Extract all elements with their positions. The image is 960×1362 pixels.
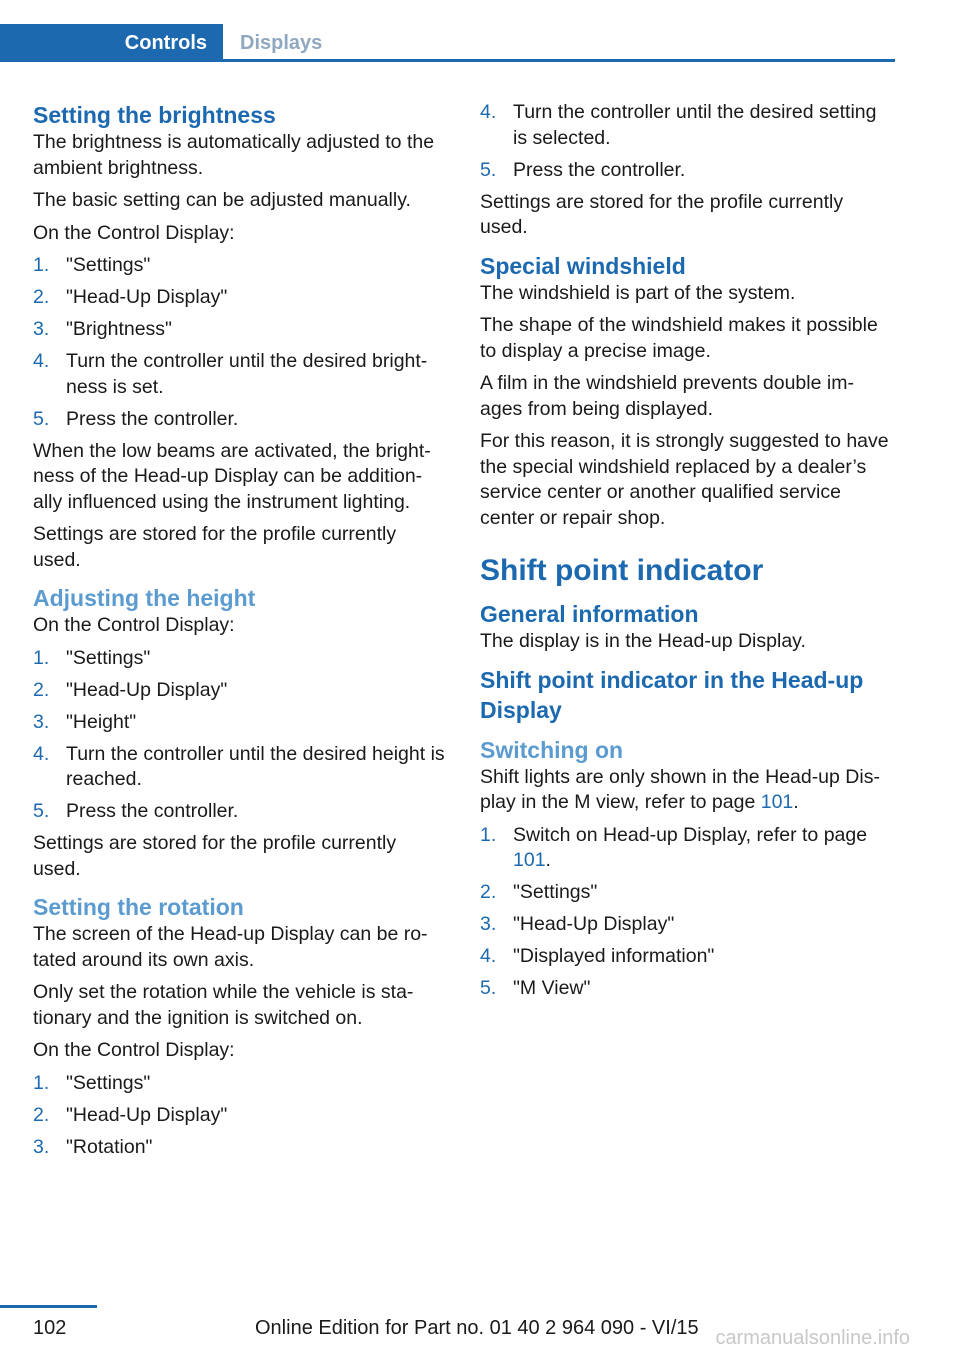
paragraph: Only set the rotation while the vehicle is sta‐tionary and the ignition is switched on. <box>33 981 414 1029</box>
watermark: carmanualsonline.info <box>715 1327 910 1349</box>
section-special-windshield <box>480 251 895 532</box>
section-rotation <box>33 892 448 1160</box>
steps-list <box>33 1071 448 1161</box>
page-number: 102 <box>33 1317 67 1339</box>
list-item: 2. "Head-Up Display" <box>33 678 228 701</box>
list-item: 3. "Height" <box>33 710 137 733</box>
paragraph: On the Control Display: <box>33 614 235 636</box>
list-item: 1. "Settings" <box>33 1071 151 1094</box>
paragraph: Settings are stored for the profile currently used. <box>33 523 397 571</box>
list-item: 5. Press the controller. <box>480 158 686 181</box>
heading-shift-point-hud: Shift point indicator in the Head-up Display <box>480 666 864 723</box>
tab-displays[interactable]: Displays <box>240 32 323 54</box>
edition-note: Online Edition for Part no. 01 40 2 964 090 - VI/15 <box>255 1317 699 1339</box>
list-item: 2. "Head-Up Display" <box>33 286 228 308</box>
list-item: 3. "Head-Up Display" <box>480 913 675 935</box>
page-link[interactable]: 101 <box>760 791 794 813</box>
list-item: 3. "Brightness" <box>33 318 172 340</box>
section-brightness <box>33 100 448 573</box>
list-item: 4. Turn the controller until the desired setting is selected. <box>480 101 877 149</box>
paragraph: Settings are stored for the profile currently used. <box>480 190 844 238</box>
list-item: 1. Switch on Head-up Display, refer to page 101. <box>480 823 868 871</box>
list-item: 5. Press the controller. <box>33 407 239 430</box>
paragraph: Shift lights are only shown in the Head-up Dis‐play in the M view, refer to page 101. <box>480 765 880 813</box>
page-link[interactable]: 101 <box>513 849 546 871</box>
right-column <box>480 100 895 1008</box>
section-rotation-continued <box>480 100 895 241</box>
list-item: 3. "Rotation" <box>33 1135 153 1158</box>
steps-list <box>480 823 895 1002</box>
paragraph: The shape of the windshield makes it possible to display a precise image. <box>480 314 878 362</box>
paragraph: The brightness is automatically adjusted to the ambient brightness. <box>33 131 435 179</box>
paragraph: The windshield is part of the system. <box>480 281 796 304</box>
heading-brightness: Setting the brightness <box>33 102 276 128</box>
section-shift-point-indicator <box>480 553 895 1002</box>
list-item: 5. Press the controller. <box>33 800 239 822</box>
list-item: 1. "Settings" <box>33 646 151 669</box>
paragraph: For this reason, it is strongly suggested to have the special windshield replaced by a dealer’s service center or another qualified service center or repair shop. <box>480 430 889 529</box>
paragraph: A film in the windshield prevents double im‐ages from being displayed. <box>480 372 854 420</box>
list-item: 4. "Displayed information" <box>480 945 715 967</box>
heading-special-windshield: Special windshield <box>480 252 686 279</box>
heading-switching-on: Switching on <box>480 736 624 763</box>
list-item: 4. Turn the controller until the desired bright‐ness is set. <box>33 350 428 398</box>
paragraph: The basic setting can be adjusted manually. <box>33 189 411 211</box>
list-item: 5. "M View" <box>480 977 591 999</box>
list-item: 2. "Settings" <box>480 881 598 903</box>
list-item: 2. "Head-Up Display" <box>33 1103 228 1126</box>
paragraph: When the low beams are activated, the bright‐ness of the Head-up Display can be addition‐ally influenced using the instrument lighting. <box>33 439 431 513</box>
paragraph: The screen of the Head-up Display can be ro‐tated around its own axis. <box>33 923 428 971</box>
heading-height: Adjusting the height <box>33 585 256 611</box>
steps-list <box>480 100 895 183</box>
paragraph: On the Control Display: <box>33 1039 235 1061</box>
heading-shift-point-indicator: Shift point indicator <box>480 554 764 587</box>
list-item: 4. Turn the controller until the desired height is reached. <box>33 742 445 790</box>
chapter-tabs <box>0 24 895 62</box>
heading-general-information: General information <box>480 601 699 627</box>
header-rule <box>0 59 895 62</box>
tab-controls[interactable]: Controls <box>0 24 223 62</box>
paragraph: Settings are stored for the profile currently used. <box>33 832 397 880</box>
paragraph: The display is in the Head-up Display. <box>480 630 806 652</box>
left-column <box>33 100 448 1167</box>
section-height <box>33 583 448 882</box>
steps-list <box>33 646 448 825</box>
paragraph: On the Control Display: <box>33 221 235 244</box>
heading-rotation: Setting the rotation <box>33 894 244 920</box>
footer-rule <box>0 1305 97 1308</box>
steps-list <box>33 253 448 432</box>
list-item: 1. "Settings" <box>33 254 151 276</box>
